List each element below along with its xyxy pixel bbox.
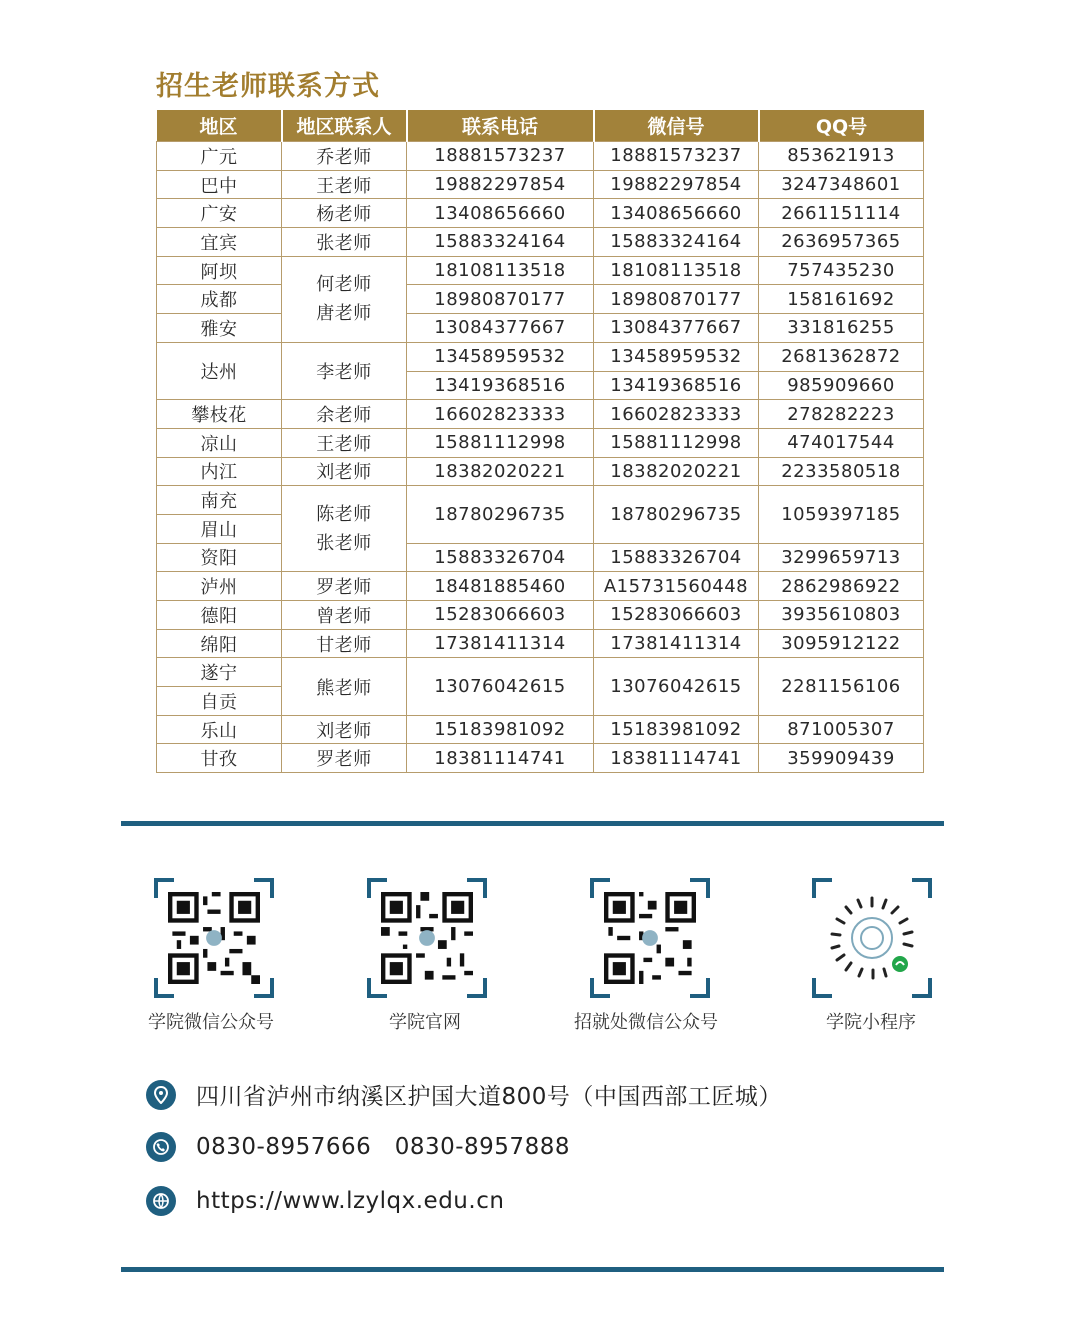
- top-divider: [121, 821, 944, 826]
- contact-cell: 曾老师: [282, 601, 407, 630]
- website-link[interactable]: https://www.lzylqx.edu.cn: [196, 1188, 505, 1214]
- wechat-cell: 15881112998: [594, 428, 759, 457]
- region-cell: 德阳: [157, 601, 282, 630]
- wechat-cell: 16602823333: [594, 400, 759, 429]
- website-row: [146, 1186, 504, 1216]
- phone-cell: 13084377667: [407, 314, 594, 343]
- table-row: [157, 228, 924, 257]
- contact-cell: 罗老师: [282, 744, 407, 773]
- address-row: [146, 1078, 782, 1111]
- region-cell: 成都: [157, 285, 282, 314]
- region-cell: 眉山: [157, 514, 282, 543]
- qq-cell: 2661151114: [759, 199, 924, 228]
- table-row: [157, 715, 924, 744]
- qq-cell: 871005307: [759, 715, 924, 744]
- qq-cell: 1059397185: [759, 486, 924, 543]
- region-cell: 泸州: [157, 572, 282, 601]
- table-row: [157, 486, 924, 515]
- phone-cell: 18381114741: [407, 744, 594, 773]
- contact-cell: 王老师: [282, 428, 407, 457]
- qr-label-official-website: 学院官网: [389, 1012, 461, 1033]
- qq-cell: 985909660: [759, 371, 924, 400]
- qr-code-icon: [604, 892, 696, 984]
- qq-cell: 3095912122: [759, 629, 924, 658]
- region-cell: 内江: [157, 457, 282, 486]
- header-phone: 联系电话: [407, 110, 594, 142]
- contact-cell: 甘老师: [282, 629, 407, 658]
- region-cell: 绵阳: [157, 629, 282, 658]
- contact-table: [156, 110, 924, 773]
- qq-cell: 2281156106: [759, 658, 924, 715]
- phone-row: [146, 1132, 570, 1162]
- bottom-divider: [121, 1267, 944, 1272]
- qq-cell: 3299659713: [759, 543, 924, 572]
- region-cell: 广元: [157, 142, 282, 171]
- wechat-cell: 13084377667: [594, 314, 759, 343]
- qr-label-mini-program: 学院小程序: [826, 1012, 916, 1033]
- region-cell: 巴中: [157, 170, 282, 199]
- table-row: [157, 744, 924, 773]
- table-row: [157, 572, 924, 601]
- wechat-cell: 18382020221: [594, 457, 759, 486]
- wechat-cell: 18381114741: [594, 744, 759, 773]
- address-text: 四川省泸州市纳溪区护国大道800号（中国西部工匠城）: [196, 1084, 782, 1110]
- qq-cell: 2862986922: [759, 572, 924, 601]
- contact-cell: 何老师 唐老师: [282, 256, 407, 342]
- region-cell: 凉山: [157, 428, 282, 457]
- wechat-cell: 15883324164: [594, 228, 759, 257]
- wechat-cell: 15883326704: [594, 543, 759, 572]
- table-row: [157, 400, 924, 429]
- mini-program-code-icon: [826, 892, 918, 984]
- phone-cell: 13408656660: [407, 199, 594, 228]
- wechat-cell: 18881573237: [594, 142, 759, 171]
- contact-cell: 余老师: [282, 400, 407, 429]
- region-cell: 自贡: [157, 687, 282, 716]
- qq-cell: 278282223: [759, 400, 924, 429]
- header-wechat: 微信号: [594, 110, 759, 142]
- wechat-cell: 18108113518: [594, 256, 759, 285]
- region-cell: 宜宾: [157, 228, 282, 257]
- region-cell: 资阳: [157, 543, 282, 572]
- qr-official-website[interactable]: [367, 878, 487, 998]
- table-row: [157, 428, 924, 457]
- table-row: [157, 601, 924, 630]
- qq-cell: 2233580518: [759, 457, 924, 486]
- region-cell: 达州: [157, 342, 282, 399]
- wechat-cell: 15183981092: [594, 715, 759, 744]
- wechat-cell: 13076042615: [594, 658, 759, 715]
- table-row: [157, 170, 924, 199]
- table-row: [157, 199, 924, 228]
- region-cell: 阿坝: [157, 256, 282, 285]
- page-title: 招生老师联系方式: [156, 71, 380, 102]
- table-header-row: [157, 110, 924, 142]
- phone-cell: 15883324164: [407, 228, 594, 257]
- contact-cell: 乔老师: [282, 142, 407, 171]
- table-row: [157, 256, 924, 285]
- table-row: [157, 142, 924, 171]
- qq-cell: 757435230: [759, 256, 924, 285]
- wechat-cell: 13458959532: [594, 342, 759, 371]
- phone-cell: 19882297854: [407, 170, 594, 199]
- region-cell: 雅安: [157, 314, 282, 343]
- wechat-cell: 17381411314: [594, 629, 759, 658]
- qq-cell: 2636957365: [759, 228, 924, 257]
- phone-cell: 16602823333: [407, 400, 594, 429]
- qr-mini-program[interactable]: [812, 878, 932, 998]
- qr-label-employment-office: 招就处微信公众号: [574, 1012, 718, 1033]
- qr-employment-office[interactable]: [590, 878, 710, 998]
- contact-cell: 李老师: [282, 342, 407, 399]
- qr-wechat-official[interactable]: [154, 878, 274, 998]
- qq-cell: 3247348601: [759, 170, 924, 199]
- region-cell: 遂宁: [157, 658, 282, 687]
- qq-cell: 331816255: [759, 314, 924, 343]
- wechat-cell: 19882297854: [594, 170, 759, 199]
- region-cell: 甘孜: [157, 744, 282, 773]
- phone-cell: 18108113518: [407, 256, 594, 285]
- phone-cell: 17381411314: [407, 629, 594, 658]
- contact-cell: 张老师: [282, 228, 407, 257]
- qq-cell: 853621913: [759, 142, 924, 171]
- wechat-cell: 18780296735: [594, 486, 759, 543]
- wechat-cell: 13419368516: [594, 371, 759, 400]
- region-cell: 南充: [157, 486, 282, 515]
- qr-code-icon: [168, 892, 260, 984]
- phone-cell: 18780296735: [407, 486, 594, 543]
- table-row: [157, 629, 924, 658]
- contact-cell: 罗老师: [282, 572, 407, 601]
- wechat-cell: 18980870177: [594, 285, 759, 314]
- region-cell: 乐山: [157, 715, 282, 744]
- region-cell: 广安: [157, 199, 282, 228]
- table-row: [157, 457, 924, 486]
- table-row: [157, 314, 924, 343]
- qr-code-icon: [381, 892, 473, 984]
- wechat-cell: 13408656660: [594, 199, 759, 228]
- phone-cell: 13419368516: [407, 371, 594, 400]
- table-row: [157, 543, 924, 572]
- phone-cell: 18382020221: [407, 457, 594, 486]
- phone-cell: 15883326704: [407, 543, 594, 572]
- qq-cell: 158161692: [759, 285, 924, 314]
- qr-label-wechat-official: 学院微信公众号: [148, 1012, 274, 1033]
- phone-cell: 15283066603: [407, 601, 594, 630]
- wechat-cell: 15283066603: [594, 601, 759, 630]
- phone-cell: 13076042615: [407, 658, 594, 715]
- phone-cell: 18881573237: [407, 142, 594, 171]
- phone-cell: 13458959532: [407, 342, 594, 371]
- contact-cell: 杨老师: [282, 199, 407, 228]
- phone-icon: [146, 1132, 176, 1162]
- header-qq: QQ号: [759, 110, 924, 142]
- phone-cell: 15183981092: [407, 715, 594, 744]
- contact-cell: 刘老师: [282, 457, 407, 486]
- globe-icon: [146, 1186, 176, 1216]
- contact-cell: 熊老师: [282, 658, 407, 715]
- qq-cell: 359909439: [759, 744, 924, 773]
- table-row: [157, 658, 924, 687]
- location-pin-icon: [146, 1080, 176, 1110]
- qq-cell: 474017544: [759, 428, 924, 457]
- wechat-cell: A15731560448: [594, 572, 759, 601]
- phone-cell: 15881112998: [407, 428, 594, 457]
- qq-cell: 2681362872: [759, 342, 924, 371]
- phone-cell: 18980870177: [407, 285, 594, 314]
- contact-cell: 刘老师: [282, 715, 407, 744]
- header-contact: 地区联系人: [282, 110, 407, 142]
- region-cell: 攀枝花: [157, 400, 282, 429]
- phone-cell: 18481885460: [407, 572, 594, 601]
- contact-cell: 陈老师 张老师: [282, 486, 407, 572]
- table-row: [157, 285, 924, 314]
- table-row: [157, 342, 924, 371]
- phone-numbers-text: 0830-8957666 0830-8957888: [196, 1134, 570, 1160]
- contact-cell: 王老师: [282, 170, 407, 199]
- qq-cell: 3935610803: [759, 601, 924, 630]
- header-region: 地区: [157, 110, 282, 142]
